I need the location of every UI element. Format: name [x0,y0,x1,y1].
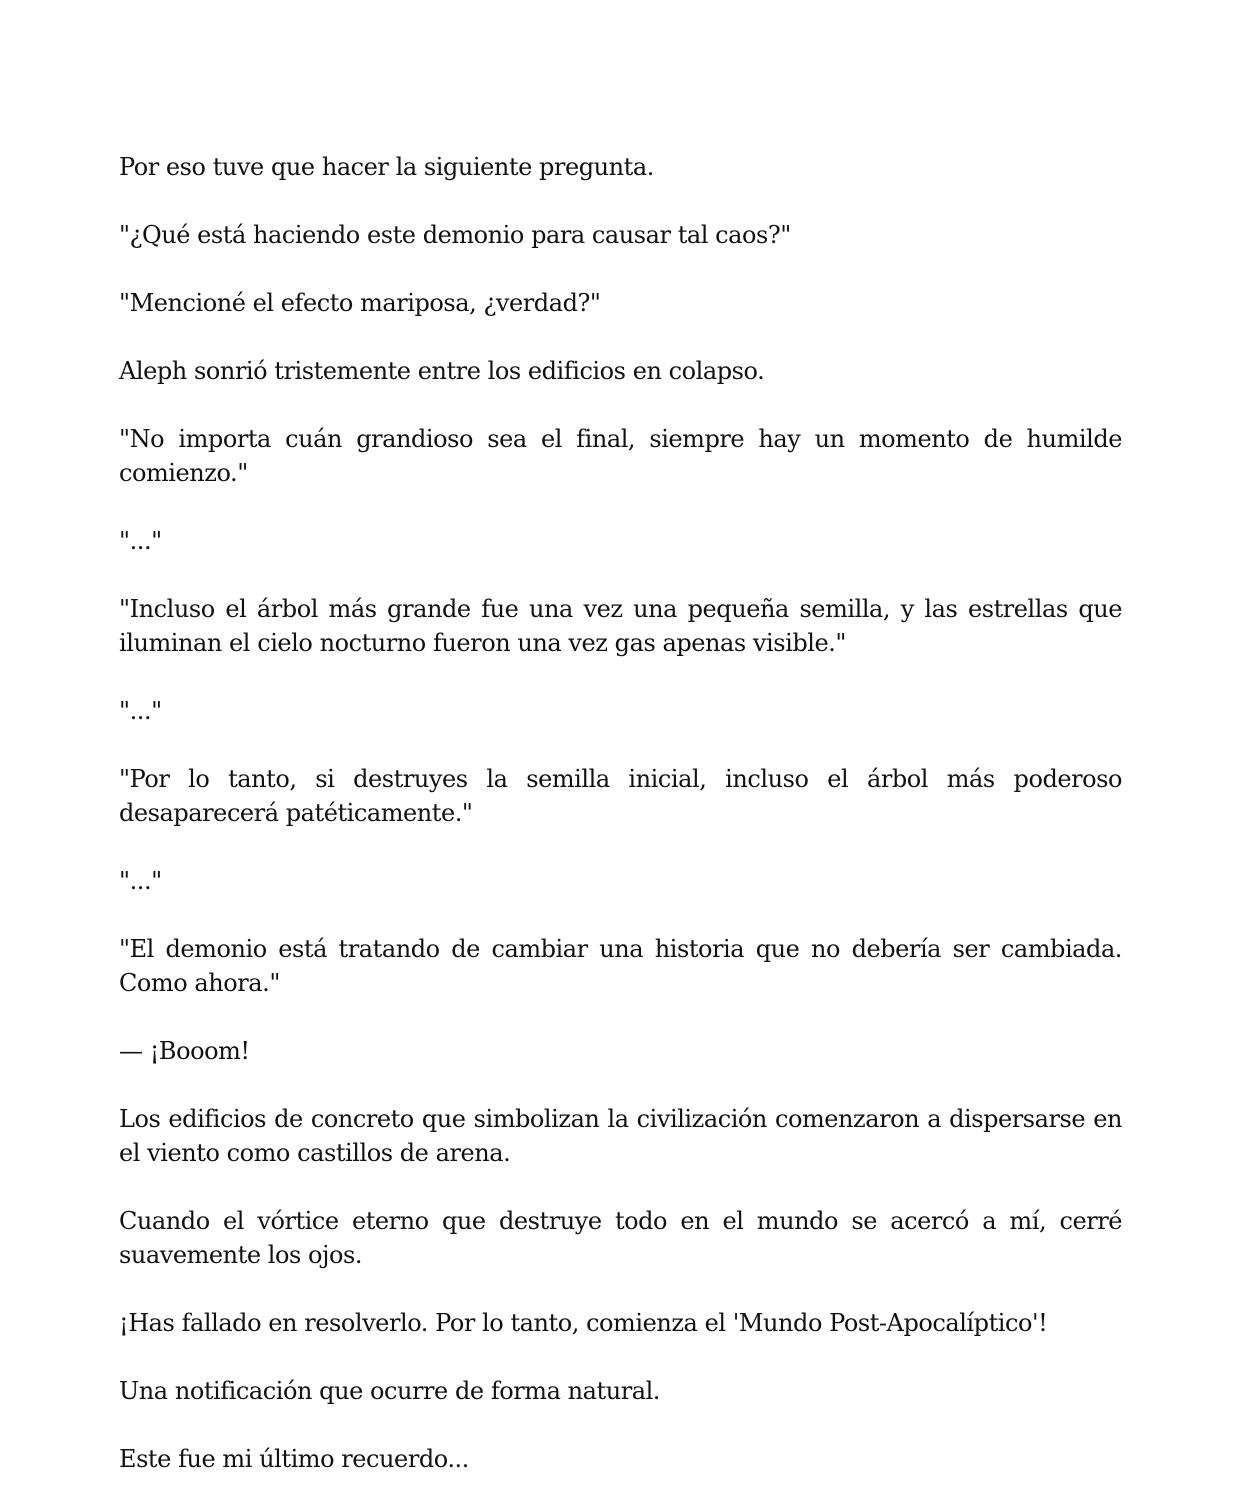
paragraph: Una notificación que ocurre de forma natural. [119,1377,660,1405]
page-body [119,150,1122,1510]
paragraph: "Por lo tanto, si destruyes la semilla inicial, incluso el árbol más poderoso desaparecerá patéticamente." [119,765,1122,827]
paragraph: "..." [119,867,162,895]
paragraph: ¡Has fallado en resolverlo. Por lo tanto, comienza el 'Mundo Post-Apocalíptico'! [119,1309,1048,1337]
paragraph: — ¡Booom! [119,1037,250,1065]
paragraph: "..." [119,527,162,555]
paragraph: "Mencioné el efecto mariposa, ¿verdad?" [119,289,601,317]
paragraph: "No importa cuán grandioso sea el final, siempre hay un momento de humilde comienzo." [119,425,1122,487]
paragraph: "El demonio está tratando de cambiar una historia que no debería ser cambiada. Como ahora." [119,935,1122,997]
paragraph: "¿Qué está haciendo este demonio para causar tal caos?" [119,221,791,249]
paragraph: Aleph sonrió tristemente entre los edificios en colapso. [119,357,765,385]
paragraph: Cuando el vórtice eterno que destruye todo en el mundo se acercó a mí, cerré suavemente los ojos. [119,1207,1122,1269]
paragraph: "..." [119,697,162,725]
paragraph: Los edificios de concreto que simbolizan la civilización comenzaron a dispersarse en el viento como castillos de arena. [119,1105,1122,1167]
paragraph: "Incluso el árbol más grande fue una vez una pequeña semilla, y las estrellas que iluminan el cielo nocturno fueron una vez gas apenas visible." [119,595,1122,657]
paragraph: Este fue mi último recuerdo... [119,1445,469,1473]
paragraph: Por eso tuve que hacer la siguiente pregunta. [119,153,654,181]
